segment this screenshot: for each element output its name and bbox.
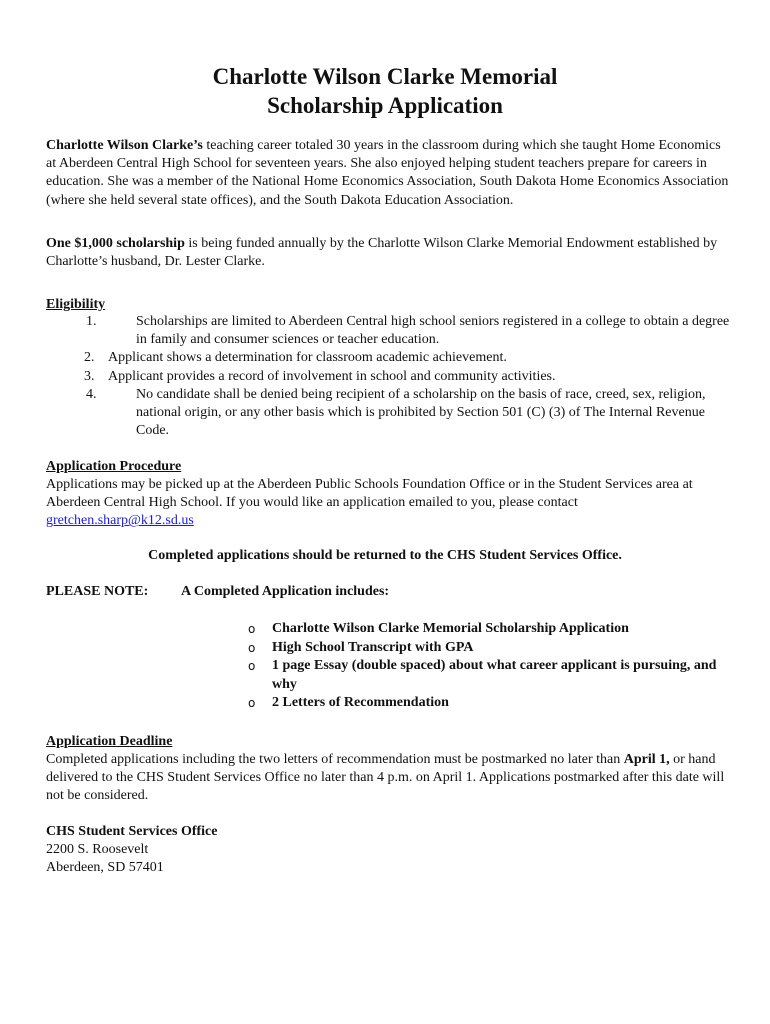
bullet-icon: o (248, 622, 256, 636)
intro-text: teaching career totaled 30 years in the classroom during which she taught Home Economics at Aberdeen Central High School for seventeen years. She also enjoyed helping student teachers prepare for careers in education. She was a member of the National Home Economics Association, South Dakota Home Economics Association (where she held several state offices), and the South Dakota Education Association. (46, 138, 729, 208)
deadline-heading: Application Deadline (46, 734, 173, 749)
deadline-paragraph (46, 751, 732, 806)
list-text: Applicant shows a determination for classroom academic achievement. (108, 350, 507, 366)
return-note: Completed applications should be returned to the CHS Student Services Office. (148, 548, 622, 563)
list-number: 4. (86, 386, 97, 402)
list-text: Charlotte Wilson Clarke Memorial Scholarship Application (272, 621, 629, 636)
intro-name: Charlotte Wilson Clarke’s (46, 138, 203, 153)
requirements-list (248, 620, 728, 713)
list-item (248, 694, 728, 713)
bullet-icon: o (248, 640, 256, 655)
list-item (46, 349, 736, 367)
list-item (248, 639, 728, 658)
procedure-paragraph (46, 476, 732, 531)
bullet-icon: o (248, 696, 256, 711)
list-text: 1 page Essay (double spaced) about what career applicant is pursuing, and why (272, 658, 717, 692)
please-note-text: A Completed Application includes: (181, 584, 390, 599)
eligibility-heading: Eligibility (46, 297, 106, 312)
list-text: High School Transcript with GPA (272, 639, 474, 655)
list-text: No candidate shall be denied being recipient of a scholarship on the basis of race, creed, sex, religion, national origin, or any other basis which is prohibited by Section 501 (C) (3) of The Internal Revenue Code. (136, 386, 706, 439)
office-street: 2200 S. Roosevelt (46, 842, 149, 857)
scholarship-text: is being funded annually by the Charlotte Wilson Clarke Memorial Endowment established by Charlotte’s husband, Dr. Lester Clarke. (46, 236, 718, 270)
procedure-heading: Application Procedure (46, 459, 182, 474)
deadline-text-before: Completed applications including the two letters of recommendation must be postmarked no later than (46, 752, 624, 767)
eligibility-list (46, 313, 736, 440)
bullet-icon: o (248, 659, 256, 674)
office-city: Aberdeen, SD 57401 (46, 860, 164, 875)
deadline-text-after: or hand delivered to the CHS Student Services Office no later than 4 p.m. on April 1. Applications postmarked after this date will not be considered. (46, 752, 725, 804)
scholarship-paragraph (46, 235, 732, 271)
list-text: Scholarships are limited to Aberdeen Central high school seniors registered in a college to obtain a degree in family and consumer sciences or teacher education. (136, 314, 730, 348)
intro-paragraph (46, 137, 732, 210)
list-item (46, 386, 736, 441)
list-text: Applicant provides a record of involvement in school and community activities. (108, 368, 556, 384)
list-text: 2 Letters of Recommendation (272, 695, 449, 711)
title-line-2: Scholarship Application (267, 93, 503, 118)
document-title (0, 62, 770, 120)
list-number: 1. (86, 314, 97, 329)
list-item (46, 368, 736, 386)
title-line-1: Charlotte Wilson Clarke Memorial (212, 64, 558, 89)
list-item (46, 313, 736, 349)
office-name: CHS Student Services Office (46, 824, 218, 839)
list-item (248, 620, 728, 639)
procedure-text: Applications may be picked up at the Aberdeen Public Schools Foundation Office or in the Student Services area at Aberdeen Central High School. If you would like an application emailed to you, please contact (46, 477, 693, 511)
scholarship-amount: One $1,000 scholarship (46, 236, 185, 251)
list-number: 2. (84, 350, 95, 366)
list-number: 3. (84, 368, 95, 384)
please-note-label: PLEASE NOTE: (46, 584, 149, 599)
contact-email-link[interactable]: gretchen.sharp@k12.sd.us (46, 513, 194, 529)
list-item (248, 657, 728, 694)
deadline-date: April 1, (623, 752, 670, 767)
